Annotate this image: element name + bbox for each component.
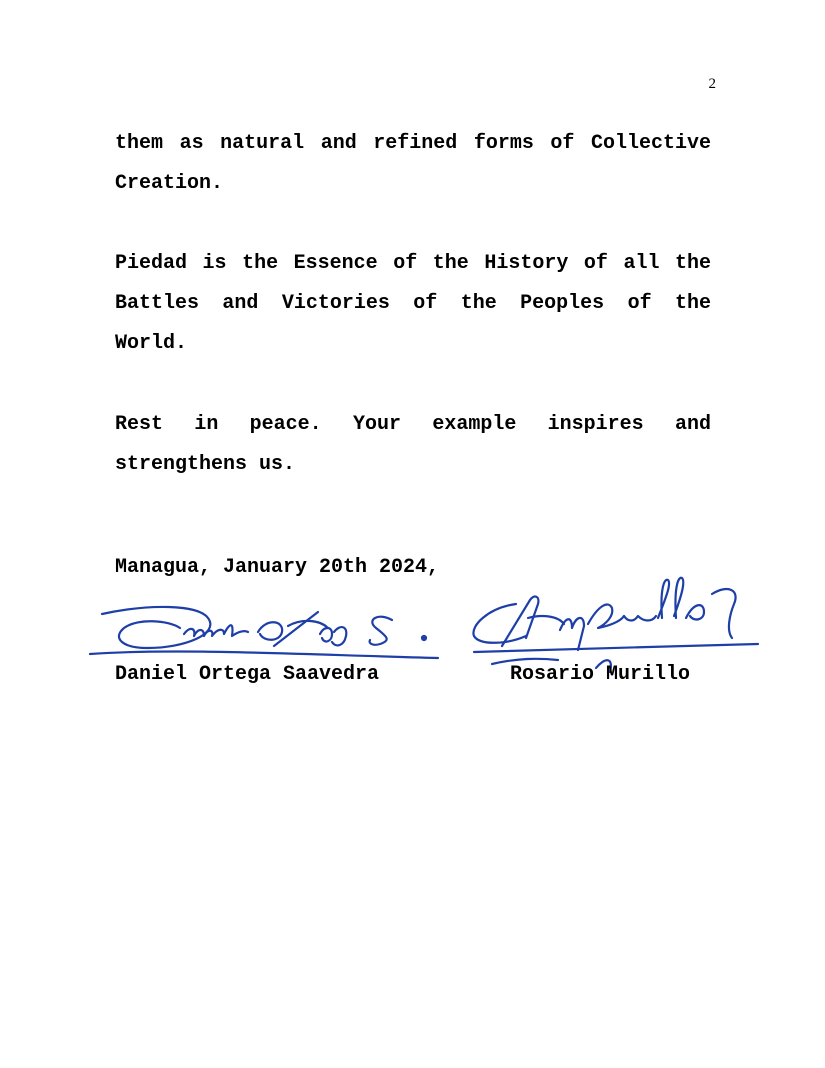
paragraph-piedad-essence: Piedad is the Essence of the History of all the Battles and Victories of the Peoples of the World. [115, 252, 711, 355]
page-number: 2 [708, 76, 716, 92]
signature-daniel-ortega [88, 598, 440, 666]
signatory-name-daniel-ortega: Daniel Ortega Saavedra [115, 663, 380, 686]
signature-rosario-murillo [468, 572, 763, 672]
dateline: Managua, January 20th 2024, [115, 556, 440, 579]
paragraph-rest-in-peace: Rest in peace. Your example inspires and strengthens us. [115, 413, 711, 476]
signatory-name-rosario-murillo: Rosario Murillo [510, 663, 691, 686]
paragraph-collective-creation: them as natural and refined forms of Collective Creation. [115, 132, 711, 195]
